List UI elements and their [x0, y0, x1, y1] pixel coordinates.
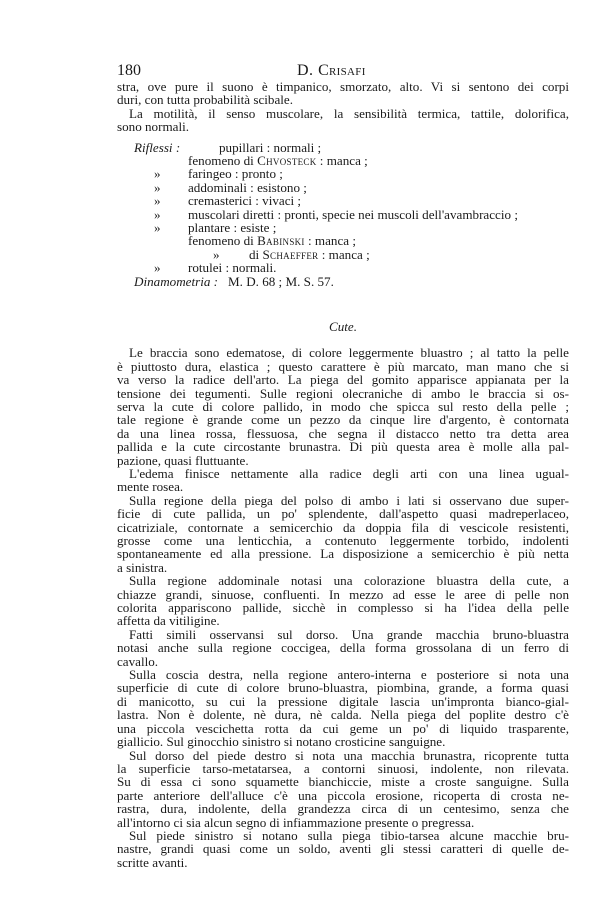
paragraph-line: a sinistra.: [117, 559, 168, 575]
reflexes-block: [117, 141, 569, 275]
paragraph-line: pazione, quasi fluttuante.: [117, 452, 249, 468]
ditto-mark: »: [154, 179, 161, 195]
ditto-mark: »: [154, 219, 161, 235]
reflex-item: fenomeno di Babinski : manca ;: [188, 233, 356, 249]
reflex-item: rotulei : normali.: [188, 260, 277, 276]
motility-line: La motilità, il senso muscolare, la sensibilità termica, tattile, dolorifica,: [129, 105, 569, 121]
ditto-mark: »: [154, 260, 161, 276]
paragraph-line: rastra, dura, indolente, della grandezza circa di un centesimo, senza che: [117, 801, 569, 817]
paragraph-line: nastre, grandi quasi come un soldo, aventi gli stessi caratteri di quelle de-: [117, 841, 569, 857]
paragraph-line: giallicio. Sul ginocchio sinistro si notano crosticine sanguigne.: [117, 734, 446, 750]
author-initial: D.: [297, 62, 314, 79]
intro-line: stra, ove pure il suono è timpanico, smorzato, alto. Vi si sentono dei corpi: [117, 79, 569, 94]
paragraph-line: Sulla regione addominale notasi una colorazione bluastra della cute, a: [129, 573, 569, 589]
paragraph-line: va verso la radice dell'arto. La piega del gomito apparisce appianata per la: [117, 372, 569, 388]
paragraph-line: all'intorno ci sia alcun segno di infiammazione presente o pregressa.: [117, 814, 475, 830]
paragraph-line: tale regione è grande come un pezzo da cinque lire d'argento, è contornata: [117, 412, 569, 428]
reflex-item: pupillari : normali ;: [219, 139, 322, 155]
paragraph-line: pallida e la cute circostante brunastra. Di più questa area è molle alla pal-: [117, 439, 569, 455]
reflexes-label: Riflessi :: [134, 139, 181, 155]
paragraph-line: di manicotto, su cui la pressione digitale lascia un'impronta bianco-gial-: [117, 693, 569, 709]
ditto-mark: »: [154, 206, 161, 222]
cute-paragraphs: [117, 346, 569, 869]
paragraph-line: Sulla coscia destra, nella regione antero-interna e posteriore si nota una: [129, 667, 569, 683]
paragraph-line: Sul dorso del piede destro si nota una macchia brunastra, ricoprente tutta: [129, 747, 569, 763]
dynamometry-value: M. D. 68 ; M. S. 57.: [228, 273, 334, 289]
paragraph-line: una piccola vescichetta rotta da cui geme un po' di liquido trasparente,: [117, 720, 569, 736]
running-head: [297, 62, 366, 80]
paragraph-line: cavallo.: [117, 653, 159, 669]
paragraph-line: cicatriziale, contornate a semicerchio da doppia fila di vescicole resistenti,: [117, 519, 569, 535]
paragraph-line: colorita appariscono pallide, sicchè in complesso si ha l'idea della pelle: [117, 600, 569, 616]
ditto-mark: »: [213, 246, 220, 262]
ditto-mark: »: [154, 193, 161, 209]
reflex-item: plantare : esiste ;: [188, 219, 277, 235]
paragraph-line: parte anteriore dell'alluce c'è una piccola erosione, ricoperta di crosta ne-: [117, 787, 569, 803]
paragraph-line: è piuttosto dura, elastica ; questo carattere è più marcato, man mano che si: [117, 358, 569, 374]
reflex-item: di Schaeffer : manca ;: [249, 246, 370, 262]
paragraph-line: serva la cute di colore pallido, in modo che spicca sul resto della pelle ;: [117, 398, 569, 414]
paragraph-line: Le braccia sono edematose, di colore leggermente bluastro ; al tatto la pelle: [129, 345, 569, 361]
reflex-item: fenomeno di Chvosteck : manca ;: [188, 153, 368, 169]
paragraph-line: L'edema finisce nettamente alla radice degli arti con una linea ugual-: [129, 465, 569, 481]
page-header: [117, 62, 567, 78]
paragraph-line: Fatti simili osservansi sul dorso. Una grande macchia bruno-bluastra: [129, 626, 569, 642]
dynamometry-line: [117, 275, 569, 288]
reflex-item: cremasterici : vivaci ;: [188, 193, 302, 209]
paragraph-line: Su di essa ci sono squamette bianchiccie, miste a croste sanguigne. Sulla: [117, 774, 569, 790]
reflex-item: addominali : esistono ;: [188, 179, 307, 195]
motility-line: sono normali.: [117, 119, 190, 135]
section-title: Cute.: [328, 318, 357, 334]
reflex-item: faringeo : pronto ;: [188, 166, 283, 182]
paragraph-line: la superficie tarso-metatarsea, a contorni sinuosi, indolente, non rilevata.: [117, 760, 569, 776]
paragraph-line: affetta da vitiligine.: [117, 613, 220, 629]
page-number: 180: [117, 62, 141, 79]
paragraph-line: notasi anche sulla regione coccigea, della forma grossolana di un ferro di: [117, 640, 569, 656]
ditto-mark: »: [154, 166, 161, 182]
dynamometry-label: Dinamometria :: [134, 273, 219, 289]
paragraph-line: da una linea rossa, flessuosa, che segna il distacco netto tra detta area: [117, 425, 569, 441]
page-body: [117, 80, 569, 869]
paragraph-line: Sulla regione della piega del polso di ambo i lati si osservano due super-: [129, 492, 569, 508]
paragraph-line: scritte avanti.: [117, 854, 188, 870]
paragraph-line: spontaneamente ed alla pressione. La disposizione a semicerchio è più netta: [117, 546, 569, 562]
author-name: Crisafi: [318, 62, 366, 79]
intro-line: duri, con tutta probabilità scibale.: [117, 92, 293, 108]
paragraph-line: grosse come una lenticchia, a contenuto leggermente torbido, indolenti: [117, 533, 569, 549]
paragraph-line: lastra. Non è dolente, nè dura, nè calda. Nella piega del poplite destro c'è: [117, 707, 569, 723]
reflex-item: muscolari diretti : pronti, specie nei muscoli dell'avambraccio ;: [188, 206, 518, 222]
paragraph-line: ficie di cute pallida, un po' splendente, dall'aspetto quasi madreperlaceo,: [117, 506, 569, 522]
paragraph-line: mente rosea.: [117, 479, 184, 495]
paragraph-line: tensione dei tegumenti. Sulle regioni olecraniche di ambo le braccia si os-: [117, 385, 569, 401]
paragraph-line: superficie di cute di colore bruno-bluastra, piombina, grande, a forma quasi: [117, 680, 569, 696]
paragraph-line: chiazze grandi, sinuose, confluenti. In mezzo ad esse le aree di pelle non: [117, 586, 569, 602]
paragraph-line: Sul piede sinistro si notano sulla piega tibio-tarsea alcune macchie bru-: [129, 827, 569, 843]
